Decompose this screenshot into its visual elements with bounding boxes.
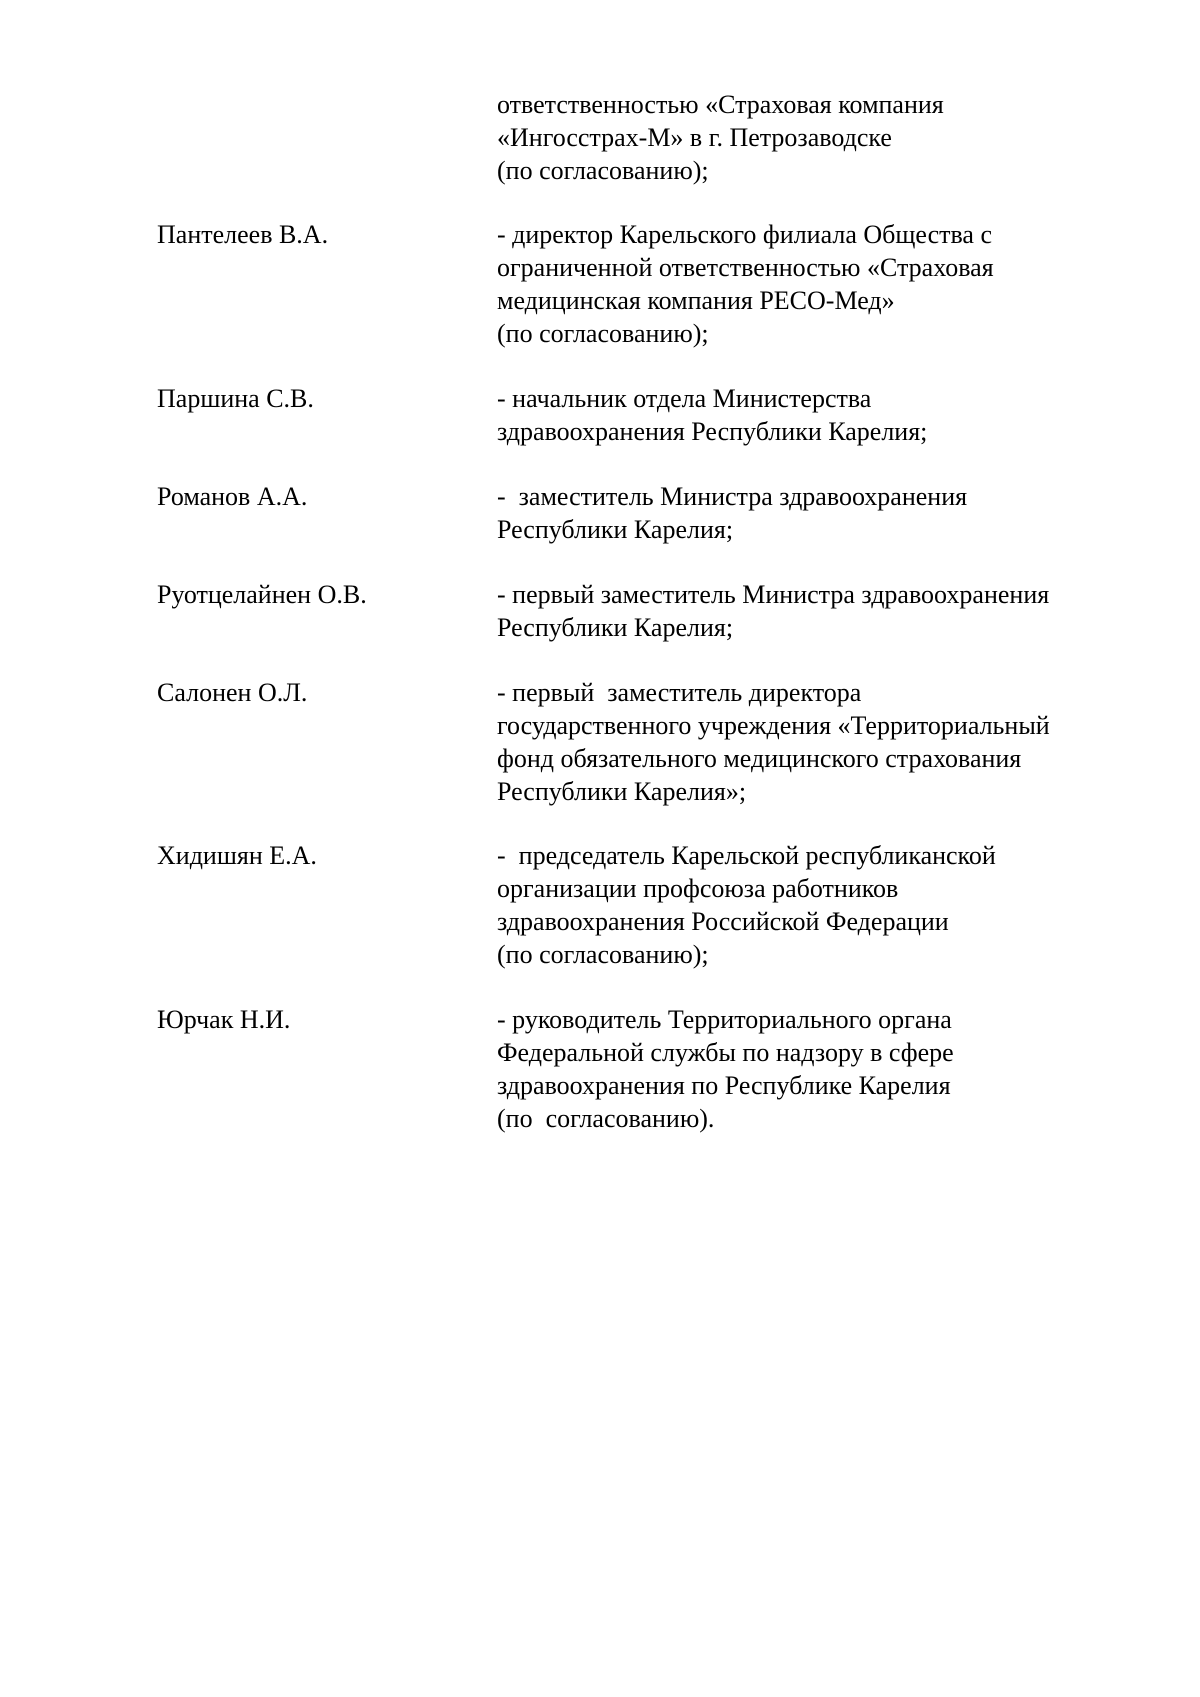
desc-line: - заместитель Министра здравоохранения (497, 482, 968, 511)
desc-line: (по согласованию); (497, 940, 709, 969)
member-name: Романов А.А. (157, 482, 308, 511)
member-position (497, 480, 1137, 546)
desc-line: - начальник отдела Министерства (497, 384, 872, 413)
member-position (497, 578, 1137, 644)
desc-line: Республики Карелия; (497, 515, 734, 544)
member-name: Руотцелайнен О.В. (157, 580, 367, 609)
desc-line: - первый заместитель Министра здравоохранения (497, 580, 1050, 609)
desc-line: ответственностью «Страховая компания (497, 90, 944, 119)
desc-line: (по согласованию). (497, 1104, 715, 1133)
continuation-text (497, 88, 1137, 187)
desc-line: (по согласованию); (497, 156, 709, 185)
member-name: Юрчак Н.И. (157, 1005, 291, 1034)
member-position (497, 839, 1137, 971)
member-name: Пантелеев В.А. (157, 220, 329, 249)
member-position (497, 218, 1137, 350)
desc-line: - руководитель Территориального органа (497, 1005, 952, 1034)
desc-line: медицинская компания РЕСО-Мед» (497, 286, 895, 315)
member-name: Хидишян Е.А. (157, 841, 317, 870)
desc-line: - директор Карельского филиала Общества с (497, 220, 992, 249)
desc-line: государственного учреждения «Территориальный (497, 711, 1050, 740)
member-position (497, 676, 1137, 808)
member-name: Паршина С.В. (157, 384, 314, 413)
member-position (497, 1003, 1137, 1135)
desc-line: (по согласованию); (497, 319, 709, 348)
desc-line: Республики Карелия; (497, 613, 734, 642)
desc-line: Республики Карелия»; (497, 777, 747, 806)
desc-line: ограниченной ответственностью «Страховая (497, 253, 994, 282)
desc-line: - первый заместитель директора (497, 678, 862, 707)
desc-line: Федеральной службы по надзору в сфере (497, 1038, 954, 1067)
desc-line: фонд обязательного медицинского страхования (497, 744, 1022, 773)
desc-line: здравоохранения Республики Карелия; (497, 417, 928, 446)
desc-line: организации профсоюза работников (497, 874, 899, 903)
desc-line: здравоохранения Российской Федерации (497, 907, 949, 936)
member-position (497, 382, 1137, 448)
desc-line: «Ингосстрах-М» в г. Петрозаводске (497, 123, 892, 152)
desc-line: здравоохранения по Республике Карелия (497, 1071, 951, 1100)
member-name: Салонен О.Л. (157, 678, 308, 707)
desc-line: - председатель Карельской республиканской (497, 841, 996, 870)
